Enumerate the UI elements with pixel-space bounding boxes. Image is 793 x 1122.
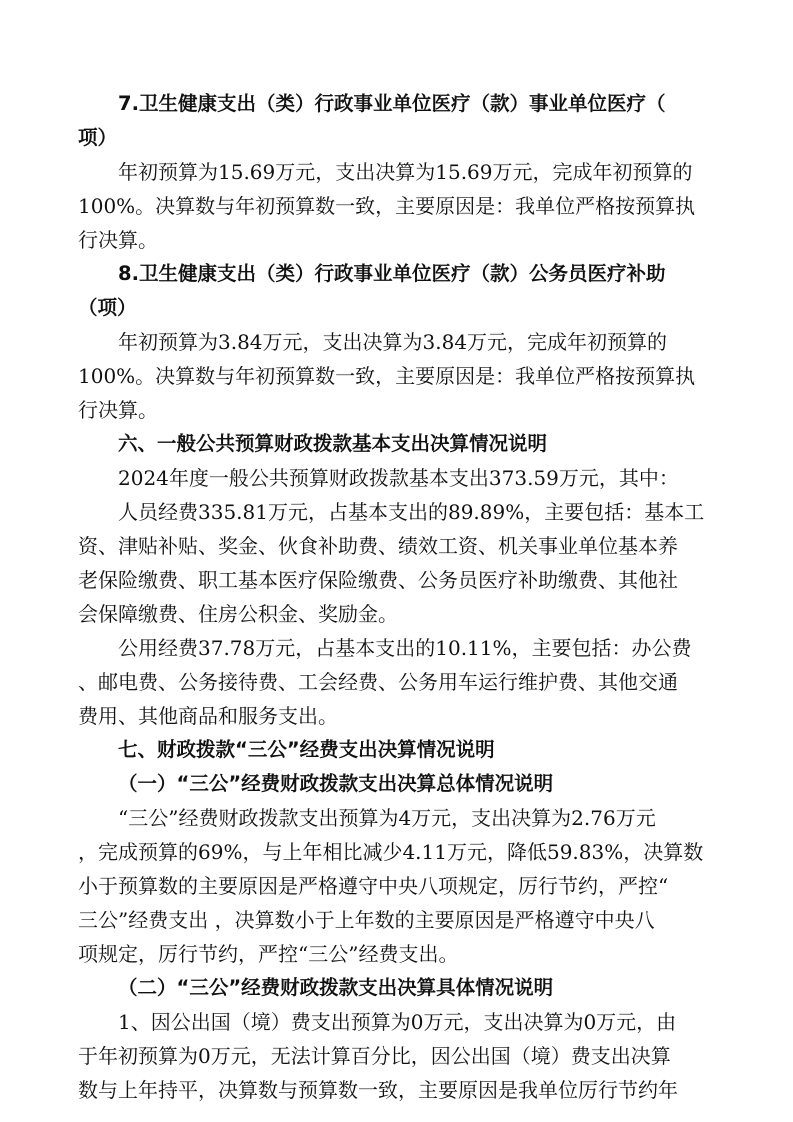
- paragraph-line: 数与上年持平，决算数与预算数一致，主要原因是我单位厉行节约年: [78, 1078, 678, 1102]
- subsection-heading-1: （一）“三公”经费财政拨款支出决算总体情况说明: [118, 772, 554, 795]
- paragraph-line: 年初预算为15.69万元，支出决算为15.69万元，完成年初预算的: [118, 160, 693, 184]
- paragraph-line: 行决算。: [78, 228, 158, 252]
- paragraph-line: 资、津贴补贴、奖金、伙食补助费、绩效工资、机关事业单位基本养: [78, 534, 678, 558]
- paragraph-line: 小于预算数的主要原因是严格遵守中央八项规定，厉行节约，严控“: [78, 874, 669, 898]
- paragraph-line: 行决算。: [78, 398, 158, 422]
- heading-item-8-cont: （项）: [78, 296, 137, 319]
- heading-item-7-cont: 项）: [78, 126, 118, 149]
- paragraph-line: 、邮电费、公务接待费、工会经费、公务用车运行维护费、其他交通: [78, 670, 678, 694]
- paragraph-line: ，完成预算的69%，与上年相比减少4.11万元，降低59.83%，决算数: [78, 840, 704, 864]
- paragraph-line: 100%。决算数与年初预算数一致，主要原因是：我单位严格按预算执: [78, 364, 696, 388]
- paragraph-line: 老保险缴费、职工基本医疗保险缴费、公务员医疗补助缴费、其他社: [78, 568, 678, 592]
- paragraph-line: 人员经费335.81万元，占基本支出的89.89%，主要包括：基本工: [118, 500, 705, 524]
- section-heading-6: 六、一般公共预算财政拨款基本支出决算情况说明: [118, 432, 548, 455]
- heading-item-8: 8.卫生健康支出（类）行政事业单位医疗（款）公务员医疗补助: [118, 262, 666, 285]
- paragraph-line: “三公”经费财政拨款支出预算为4万元，支出决算为2.76万元: [118, 806, 656, 830]
- paragraph-line: 费用、其他商品和服务支出。: [78, 704, 338, 728]
- paragraph-line: 项规定，厉行节约，严控“三公”经费支出。: [78, 942, 459, 966]
- paragraph-line: 100%。决算数与年初预算数一致，主要原因是：我单位严格按预算执: [78, 194, 696, 218]
- paragraph-line: 于年初预算为0万元，无法计算百分比，因公出国（境）费支出决算: [78, 1044, 671, 1068]
- paragraph-line: 公用经费37.78万元，占基本支出的10.11%，主要包括：办公费: [118, 636, 692, 660]
- heading-item-7: 7.卫生健康支出（类）行政事业单位医疗（款）事业单位医疗（: [118, 92, 666, 115]
- paragraph-line: 会保障缴费、住房公积金、奖励金。: [78, 602, 398, 626]
- section-heading-7: 七、财政拨款“三公”经费支出决算情况说明: [118, 738, 495, 761]
- paragraph-line: 年初预算为3.84万元，支出决算为3.84万元，完成年初预算的: [118, 330, 668, 354]
- paragraph-line: 1、因公出国（境）费支出预算为0万元，支出决算为0万元，由: [118, 1010, 677, 1034]
- paragraph-line: 三公”经费支出 ，决算数小于上年数的主要原因是严格遵守中央八: [78, 908, 655, 932]
- subsection-heading-2: （二）“三公”经费财政拨款支出决算具体情况说明: [118, 976, 554, 999]
- paragraph-line: 2024年度一般公共预算财政拨款基本支出373.59万元，其中：: [118, 466, 679, 490]
